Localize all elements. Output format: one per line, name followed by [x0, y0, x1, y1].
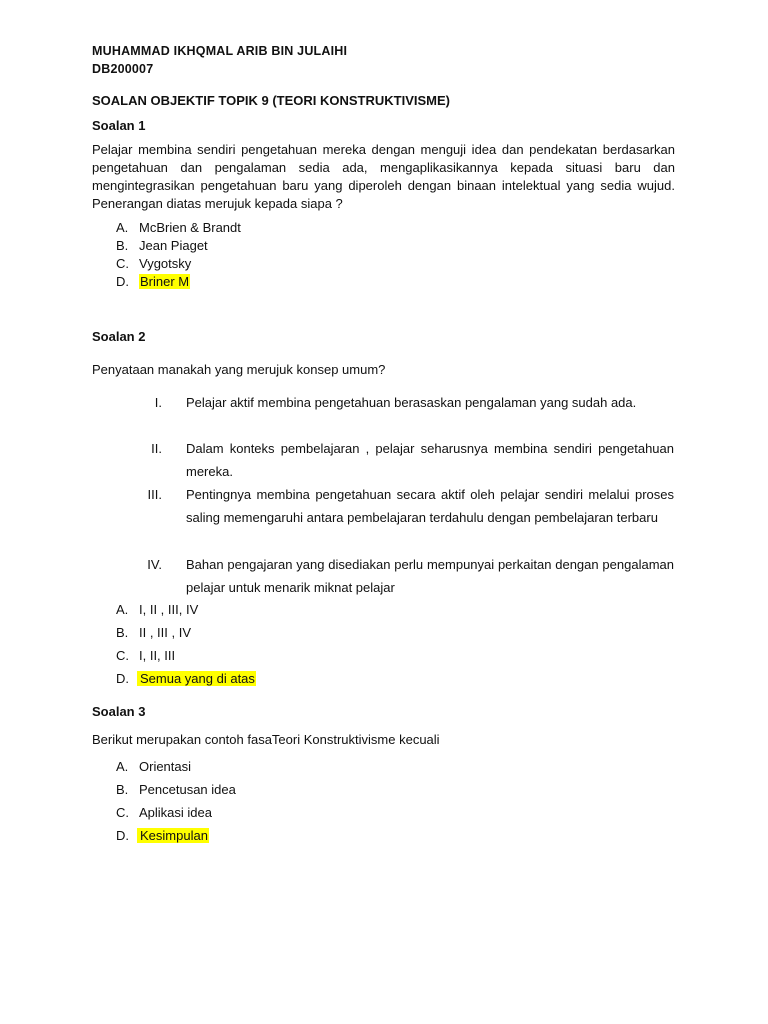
- option-letter: A.: [116, 602, 129, 617]
- document-title: SOALAN OBJEKTIF TOPIK 9 (TEORI KONSTRUKTIVISME): [92, 93, 451, 108]
- statement-ii: [140, 437, 674, 483]
- question-2-text: Penyataan manakah yang merujuk konsep umum?: [92, 362, 386, 377]
- option-letter: B.: [116, 782, 129, 797]
- option-text: Jean Piaget: [139, 238, 208, 253]
- option-letter: C.: [116, 256, 129, 271]
- option-text: I, II , III, IV: [139, 602, 199, 617]
- q2-option-d: [116, 670, 256, 688]
- question-1-text: Pelajar membina sendiri pengetahuan mereka dengan menguji idea dan pendekatan berdasarkan pengetahuan dan pengalaman sedia ada, mengaplikasikannya kepada situasi baru dan mengintegrasikan pengetahuan baru yang diperoleh dengan binaan intelektual yang sedia wujud. Penerangan diatas merujuk kepada siapa ?: [92, 142, 675, 211]
- statement-iv: [140, 553, 674, 599]
- question-3-label: Soalan 3: [92, 704, 146, 719]
- option-text: Pencetusan idea: [139, 782, 236, 797]
- option-letter: B.: [116, 625, 129, 640]
- question-3-text: Berikut merupakan contoh fasaTeori Konstruktivisme kecuali: [92, 732, 440, 747]
- option-text: I, II, III: [139, 648, 176, 663]
- option-letter: B.: [116, 238, 129, 253]
- q3-option-b: [116, 781, 236, 799]
- q1-option-c: [116, 255, 191, 273]
- statement-text: Pelajar aktif membina pengetahuan berasaskan pengalaman yang sudah ada.: [186, 395, 637, 410]
- option-text: II , III , IV: [139, 625, 192, 640]
- statement-number: IV.: [147, 557, 162, 572]
- statement-i: [140, 391, 674, 437]
- q1-option-b: [116, 237, 208, 255]
- statement-number: II.: [151, 441, 162, 456]
- statement-text: Dalam konteks pembelajaran , pelajar seharusnya membina sendiri pengetahuan mereka.: [186, 441, 674, 479]
- option-letter: C.: [116, 805, 129, 820]
- option-text: Vygotsky: [139, 256, 192, 271]
- student-name: MUHAMMAD IKHQMAL ARIB BIN JULAIHI: [92, 44, 348, 58]
- option-text: Orientasi: [139, 759, 192, 774]
- statement-text: Bahan pengajaran yang disediakan perlu mempunyai perkaitan dengan pengalaman pelajar untuk menarik miknat pelajar: [186, 557, 674, 595]
- q3-option-d: [116, 827, 209, 845]
- option-letter: A.: [116, 220, 129, 235]
- q2-option-c: [116, 647, 175, 665]
- option-text: McBrien & Brandt: [139, 220, 241, 235]
- statement-number: I.: [154, 395, 162, 410]
- statement-number: III.: [147, 487, 162, 502]
- q2-option-a: [116, 601, 198, 619]
- option-letter: D.: [116, 828, 129, 843]
- question-2-label: Soalan 2: [92, 329, 146, 344]
- student-id: DB200007: [92, 62, 154, 76]
- q1-option-d: [116, 273, 190, 291]
- option-letter: D.: [116, 671, 129, 686]
- q2-option-b: [116, 624, 191, 642]
- statement-iii: [140, 483, 674, 552]
- option-letter: A.: [116, 759, 129, 774]
- option-letter: D.: [116, 274, 129, 289]
- statement-text: Pentingnya membina pengetahuan secara aktif oleh pelajar sendiri melalui proses saling memengaruhi antara pembelajaran terdahulu dengan pembelajaran terbaru: [186, 487, 674, 525]
- q3-option-a: [116, 758, 191, 776]
- answer-highlight: Kesimpulan: [137, 828, 209, 843]
- q1-option-a: [116, 219, 241, 237]
- option-text: Aplikasi idea: [139, 805, 212, 820]
- q3-option-c: [116, 804, 212, 822]
- question-1-label: Soalan 1: [92, 118, 146, 133]
- option-letter: C.: [116, 648, 129, 663]
- answer-highlight: Semua yang di atas: [137, 671, 256, 686]
- answer-highlight: Briner M: [140, 274, 190, 289]
